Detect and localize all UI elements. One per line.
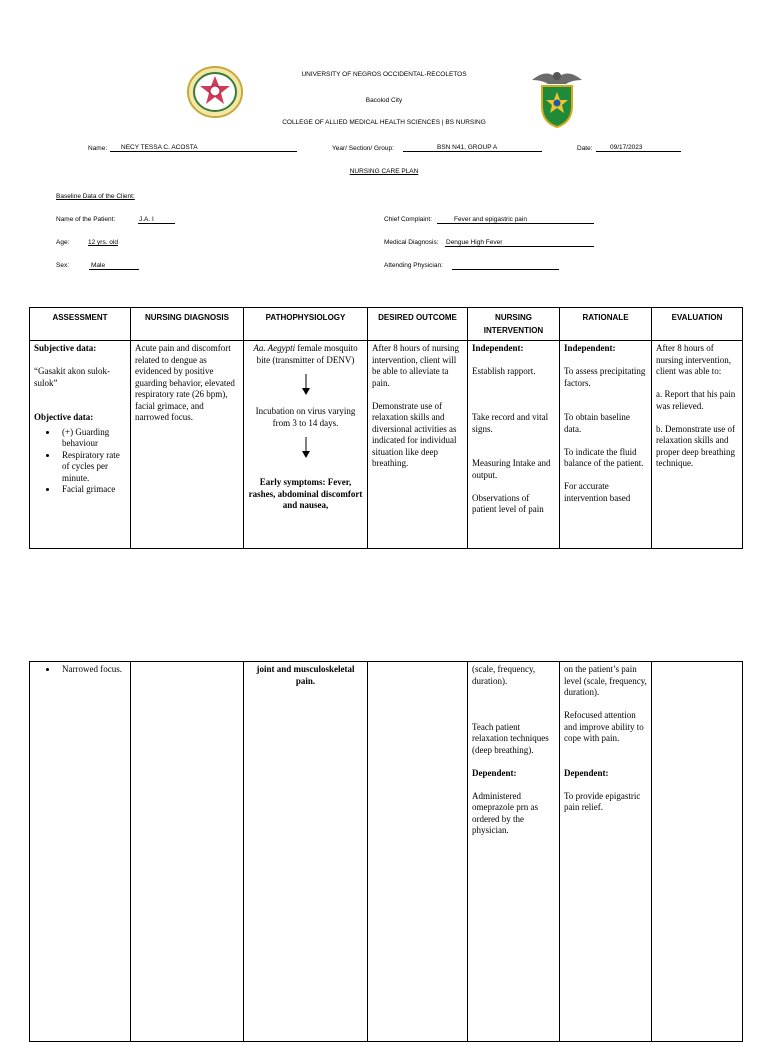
diagnosis-text: Acute pain and discomfort related to dengue as evidenced by positive guarding behavior, elevated respiratory rate (26 bpm), facial grimace, and narrowed focus. bbox=[135, 343, 235, 422]
list-item: • (+) Guarding behaviour bbox=[58, 427, 126, 450]
group-label: Year/ Section/ Group: bbox=[332, 145, 394, 152]
intervention-item: Establish rapport. bbox=[472, 366, 536, 376]
table-row bbox=[30, 341, 743, 549]
evaluation-cell bbox=[652, 662, 743, 1042]
rationale-item: To provide epigastric pain relief. bbox=[564, 790, 641, 812]
column-header: ASSESSMENT bbox=[30, 308, 131, 341]
diagnosis-cell bbox=[131, 662, 244, 1042]
college-name: COLLEGE OF ALLIED MEDICAL HEALTH SCIENCES | BS NURSING bbox=[282, 119, 486, 126]
assessment-cell bbox=[30, 341, 131, 549]
diagnosis-label: Medical Diagnosis: bbox=[384, 239, 439, 246]
baseline-heading: Baseline Data of the Client: bbox=[56, 193, 135, 200]
rationale-item: To indicate the fluid balance of the patient. bbox=[564, 446, 644, 468]
table-header-row bbox=[30, 308, 743, 341]
arrow-down-icon bbox=[248, 374, 363, 400]
rationale-cell bbox=[560, 341, 652, 549]
physician-label: Attending Physician: bbox=[384, 262, 443, 269]
intervention-item: Take record and vital signs. bbox=[472, 412, 549, 434]
objective-heading: Objective data: bbox=[34, 412, 94, 422]
column-header: NURSING DIAGNOSIS bbox=[131, 308, 244, 341]
nursing-care-plan-table bbox=[29, 307, 743, 549]
column-header: DESIRED OUTCOME bbox=[368, 308, 468, 341]
evaluation-intro: After 8 hours of nursing intervention, client was able to: bbox=[656, 343, 731, 376]
list-item: • Narrowed focus. bbox=[58, 664, 126, 676]
column-header: RATIONALE bbox=[560, 308, 652, 341]
outcome-cell bbox=[368, 341, 468, 549]
column-header: PATHOPHYSIOLOGY bbox=[244, 308, 368, 341]
patient-value: J.A. I bbox=[139, 216, 154, 223]
complaint-value: Fever and epigastric pain bbox=[454, 216, 527, 223]
subjective-heading: Subjective data: bbox=[34, 343, 97, 353]
assessment-cell bbox=[30, 662, 131, 1042]
outcome-text-1: After 8 hours of nursing intervention, client will be able to alleviate ta pain. bbox=[372, 343, 459, 388]
arrow-down-icon bbox=[248, 437, 363, 463]
diagnosis-cell bbox=[131, 341, 244, 549]
intervention-cell bbox=[468, 341, 560, 549]
rationale-dependent-heading: Dependent: bbox=[564, 767, 609, 778]
rationale-item: For accurate intervention based bbox=[564, 481, 631, 503]
patient-label: Name of the Patient: bbox=[56, 216, 116, 223]
city-name: Bacolod City bbox=[365, 97, 403, 104]
outcome-text-2: Demonstrate use of relaxation skills and diversional activities as indicated for individual situation like deep breathing. bbox=[372, 400, 457, 468]
intervention-cell bbox=[468, 662, 560, 1042]
intervention-item: (scale, frequency, duration). bbox=[472, 664, 536, 686]
table-row bbox=[30, 662, 743, 1042]
intervention-dependent-heading: Dependent: bbox=[472, 767, 517, 778]
evaluation-a: a. Report that his pain was relieved. bbox=[656, 389, 736, 411]
list-item: • Respiratory rate of cycles per minute. bbox=[58, 450, 126, 485]
patho-step-1: Aa. Aegypti female mosquito bite (transmitter of DENV) bbox=[253, 343, 358, 365]
rationale-item: To assess precipitating factors. bbox=[564, 366, 646, 388]
university-name: UNIVERSITY OF NEGROS OCCIDENTAL-RECOLETOS bbox=[301, 71, 467, 78]
rationale-item: on the patient’s pain level (scale, frequency, duration). bbox=[564, 664, 647, 697]
name-value: NECY TESSA C. ACOSTA bbox=[121, 144, 198, 151]
intervention-independent-heading: Independent: bbox=[472, 343, 524, 353]
subjective-quote: “Gasakit akon sulok-sulok” bbox=[34, 366, 110, 388]
evaluation-b: b. Demonstrate use of relaxation skills and proper deep breathing technique. bbox=[656, 423, 735, 468]
list-item: • Facial grimace bbox=[58, 484, 126, 496]
patho-step-3: Early symptoms: Fever, rashes, abdominal discomfort and nausea, bbox=[248, 477, 363, 510]
outcome-cell bbox=[368, 662, 468, 1042]
evaluation-cell bbox=[652, 341, 743, 549]
doc-title: NURSING CARE PLAN bbox=[349, 168, 419, 175]
pathophysiology-cell bbox=[244, 662, 368, 1042]
intervention-item: Administered omeprazole prn as ordered by the physician. bbox=[472, 790, 538, 835]
name-label: Name: bbox=[88, 145, 108, 152]
rationale-item: To obtain baseline data. bbox=[564, 412, 630, 434]
nursing-care-plan-table-continued bbox=[29, 661, 743, 1042]
age-value: 12 yrs. old bbox=[88, 239, 118, 246]
sex-label: Sex: bbox=[56, 262, 70, 269]
column-header: EVALUATION bbox=[652, 308, 743, 341]
intervention-item: Observations of patient level of pain bbox=[472, 492, 544, 514]
diagnosis-value: Dengue High Fever bbox=[446, 239, 503, 246]
date-label: Date: bbox=[577, 145, 593, 152]
column-header: NURSING INTERVENTION bbox=[468, 308, 560, 341]
rationale-cell bbox=[560, 662, 652, 1042]
date-value: 09/17/2023 bbox=[610, 144, 643, 151]
intervention-item: Measuring Intake and output. bbox=[472, 458, 551, 480]
intervention-item: Teach patient relaxation techniques (deep breathing). bbox=[472, 721, 549, 755]
rationale-independent-heading: Independent: bbox=[564, 343, 616, 353]
group-value: BSN N41, GROUP A bbox=[437, 144, 498, 151]
patho-step-2: Incubation on virus varying from 3 to 14 days. bbox=[255, 406, 356, 428]
age-label: Age: bbox=[56, 239, 70, 246]
rationale-item: Refocused attention and improve ability to cope with pain. bbox=[564, 710, 644, 743]
patho-step-3-continued: joint and musculoskeletal pain. bbox=[256, 664, 355, 686]
sex-value: Male bbox=[91, 262, 106, 269]
complaint-label: Chief Complaint: bbox=[384, 216, 433, 223]
pathophysiology-cell bbox=[244, 341, 368, 549]
